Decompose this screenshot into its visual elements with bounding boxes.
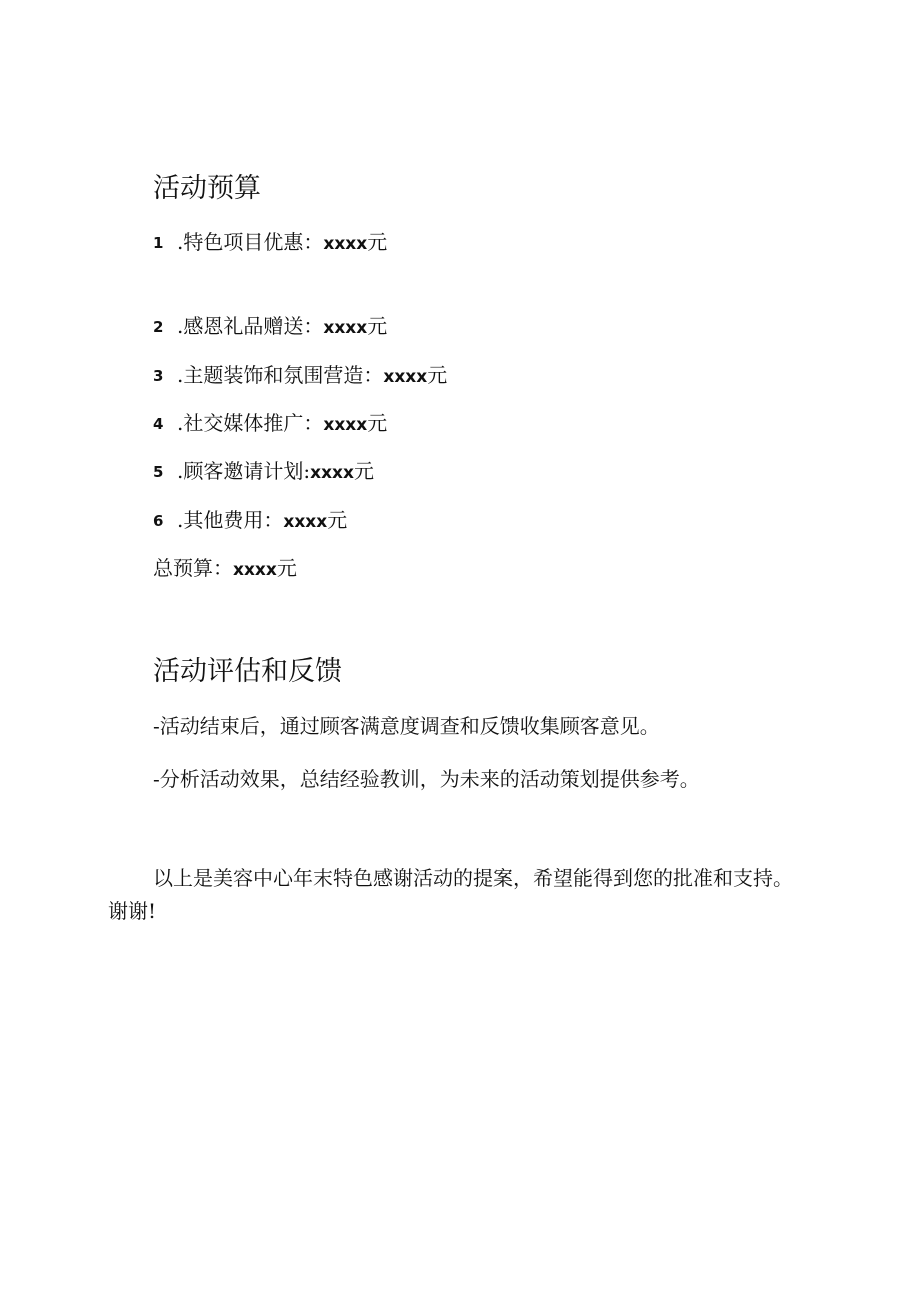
budget-item-label: .其他费用： — [177, 508, 284, 532]
budget-total-amount: xxxx — [233, 560, 277, 580]
budget-item-unit: 元 — [367, 411, 388, 435]
budget-item-amount: xxxx — [283, 512, 328, 532]
budget-item-3 — [153, 362, 447, 390]
budget-item-unit: 元 — [367, 314, 388, 338]
evaluation-heading: 活动评估和反馈 — [153, 656, 342, 687]
budget-item-unit: 元 — [427, 363, 448, 387]
budget-item-label: .特色项目优惠： — [177, 230, 324, 254]
budget-item-unit: 元 — [353, 459, 374, 483]
budget-item-amount: xxxx — [323, 234, 368, 254]
budget-item-number: 2 — [153, 318, 164, 336]
budget-item-amount: xxxx — [383, 367, 428, 387]
budget-item-number: 1 — [153, 234, 164, 252]
budget-item-2 — [153, 313, 387, 341]
budget-heading: 活动预算 — [153, 173, 261, 204]
budget-total-label: 总预算： — [153, 556, 233, 580]
budget-item-label: .社交媒体推广： — [177, 411, 324, 435]
budget-item-label: .主题装饰和氛围营造： — [177, 363, 384, 387]
budget-item-4 — [153, 410, 387, 438]
budget-item-number: 6 — [153, 512, 164, 530]
budget-item-6 — [153, 507, 347, 535]
budget-item-unit: 元 — [327, 508, 348, 532]
budget-item-unit: 元 — [367, 230, 388, 254]
evaluation-bullet-2: -分析活动效果，总结经验教训，为未来的活动策划提供参考。 — [153, 767, 700, 791]
budget-item-number: 5 — [153, 463, 164, 481]
budget-item-number: 4 — [153, 415, 164, 433]
budget-item-amount: xxxx — [323, 318, 368, 338]
closing-paragraph: 以上是美容中心年末特色感谢活动的提案，希望能得到您的批准和支持。谢谢! — [108, 866, 793, 923]
budget-item-5 — [153, 458, 374, 486]
budget-total — [153, 555, 297, 583]
budget-item-amount: xxxx — [323, 415, 368, 435]
budget-item-label: .感恩礼品赠送： — [177, 314, 324, 338]
budget-item-number: 3 — [153, 367, 164, 385]
budget-item-label: .顾客邀请计划: — [177, 459, 311, 483]
budget-item-1 — [153, 229, 387, 257]
budget-item-amount: xxxx — [310, 463, 354, 483]
evaluation-bullet-1: -活动结束后，通过顾客满意度调查和反馈收集顾客意见。 — [153, 714, 660, 738]
budget-total-unit: 元 — [276, 556, 297, 580]
